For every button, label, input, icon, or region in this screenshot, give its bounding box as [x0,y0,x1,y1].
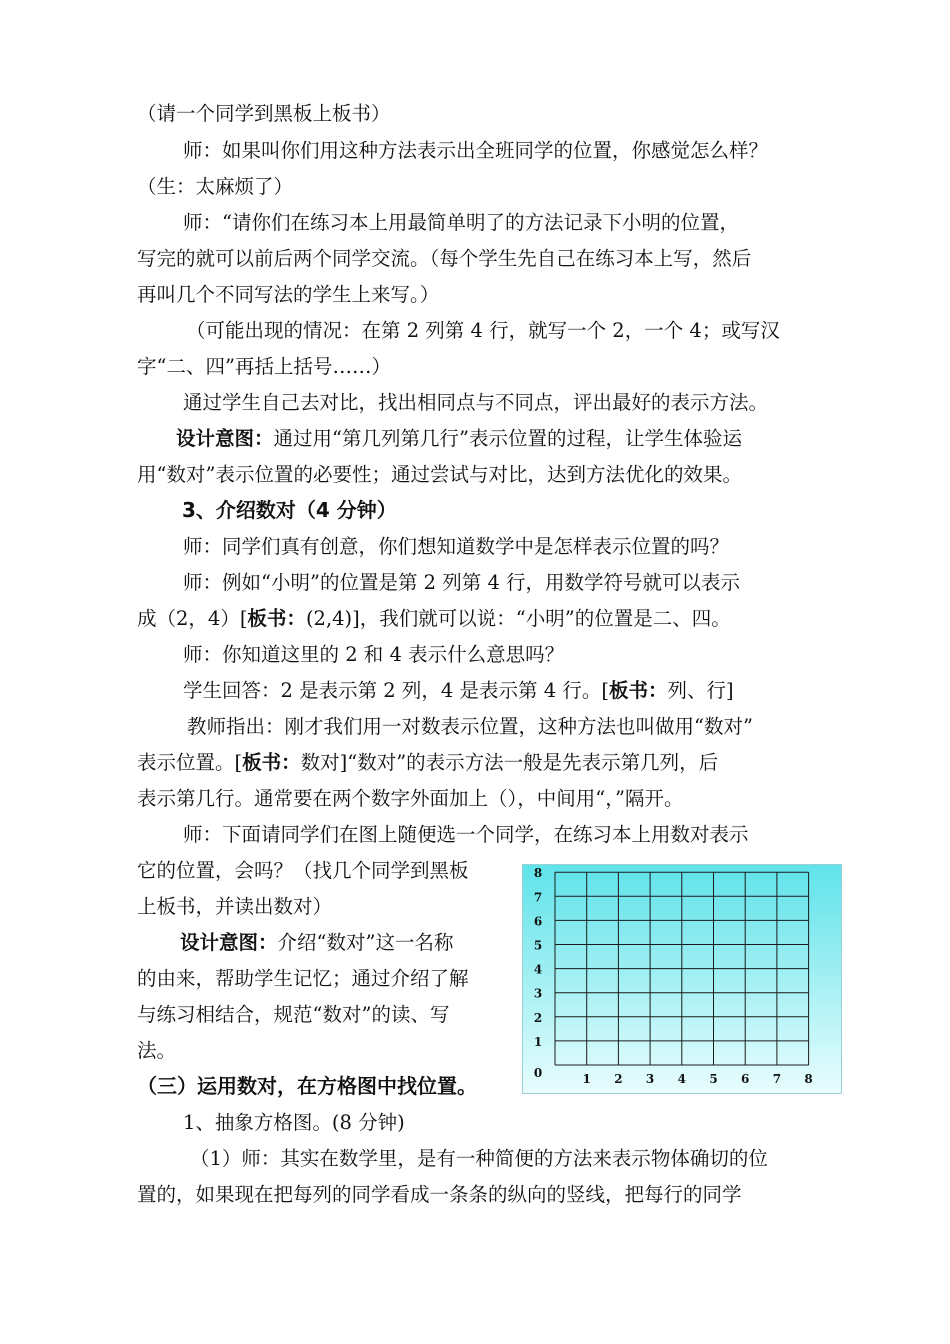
text-line: 与练习相结合，规范“数对”的读、写 [137,1003,450,1026]
text-line: 学生回答：2 是表示第 2 列，4 是表示第 4 行。[板书：列、行] [183,679,734,702]
text-line: 师：你知道这里的 2 和 4 表示什么意思吗？ [183,643,565,666]
text-line: 再叫几个不同写法的学生上来写。） [137,283,440,306]
text-line: 师：例如“小明”的位置是第 2 列第 4 行，用数学符号就可以表示 [183,571,741,594]
text-line: 师：如果叫你们用这种方法表示出全班同学的位置，你感觉怎么样？ [183,139,769,162]
design-intent-line: 设计意图：通过用“第几列第几行”表示位置的过程，让学生体验运 [176,427,742,450]
text-line: 表示位置。[板书：数对]“数对”的表示方法一般是先表示第几列，后 [137,751,719,774]
y-axis-tick-label: 0 [533,1066,543,1080]
text-line: 法。 [137,1039,177,1062]
text-line: （生：太麻烦了） [137,175,294,198]
x-axis-tick-label: 8 [804,1072,813,1086]
text-line: 师：下面请同学们在图上随便选一个同学，在练习本上用数对表示 [183,823,749,846]
y-axis-tick-label: 7 [533,890,543,905]
x-axis-tick-label: 4 [677,1072,686,1086]
text-line: （可能出现的情况：在第 2 列第 4 行，就写一个 2，一个 4；或写汉 [186,319,780,342]
text-line: 1、抽象方格图。(8 分钟) [183,1111,405,1134]
text-line: 通过学生自己去对比，找出相同点与不同点，评出最好的表示方法。 [183,391,769,414]
text-line: 它的位置，会吗？（找几个同学到黑板 [137,859,469,882]
x-axis-tick-label: 6 [741,1072,750,1086]
section-heading: （三）运用数对，在方格图中找位置。 [137,1074,477,1098]
section-heading: 3、介绍数对（4 分钟） [182,498,397,522]
text-line: （1）师：其实在数学里，是有一种简便的方法来表示物体确切的位 [190,1147,768,1170]
text-line: 师：同学们真有创意，你们想知道数学中是怎样表示位置的吗？ [183,535,730,558]
y-axis-tick-label: 3 [533,986,543,1001]
text-line: 用“数对”表示位置的必要性；通过尝试与对比，达到方法优化的效果。 [137,463,742,486]
design-intent-line: 设计意图：介绍“数对”这一名称 [180,931,454,954]
x-axis-tick-label: 5 [709,1072,718,1086]
x-axis-tick-label: 7 [772,1072,782,1086]
text-line: 成（2，4）[板书：(2,4)]，我们就可以说：“小明”的位置是二、四。 [137,607,731,630]
x-axis-tick-label: 1 [582,1072,591,1086]
y-axis-tick-label: 4 [533,962,543,977]
text-line: 表示第几行。通常要在两个数字外面加上（），中间用“，”隔开。 [137,787,684,810]
y-axis-tick-label: 6 [533,914,543,929]
text-line: 上板书，并读出数对） [137,895,333,918]
coordinate-grid-figure [522,864,842,1094]
text-line: （请一个同学到黑板上板书） [137,102,391,125]
x-axis-tick-label: 2 [614,1072,623,1086]
x-axis-tick-label: 3 [645,1072,655,1086]
text-line: 置的，如果现在把每列的同学看成一条条的纵向的竖线，把每行的同学 [137,1183,742,1206]
text-line: 师：“请你们在练习本上用最简单明了的方法记录下小明的位置， [183,211,739,234]
y-axis-tick-label: 2 [533,1010,543,1025]
y-axis-tick-label: 8 [533,866,543,881]
grid-svg [523,865,841,1093]
y-axis-tick-label: 1 [533,1034,543,1049]
text-line: 字“二、四”再括上括号……） [137,355,391,378]
y-axis-tick-label: 5 [533,938,543,953]
text-line: 的由来，帮助学生记忆；通过介绍了解 [137,967,469,990]
text-line: 写完的就可以前后两个同学交流。（每个学生先自己在练习本上写，然后 [137,247,752,270]
text-line: 教师指出：刚才我们用一对数表示位置，这种方法也叫做用“数对” [187,715,753,738]
